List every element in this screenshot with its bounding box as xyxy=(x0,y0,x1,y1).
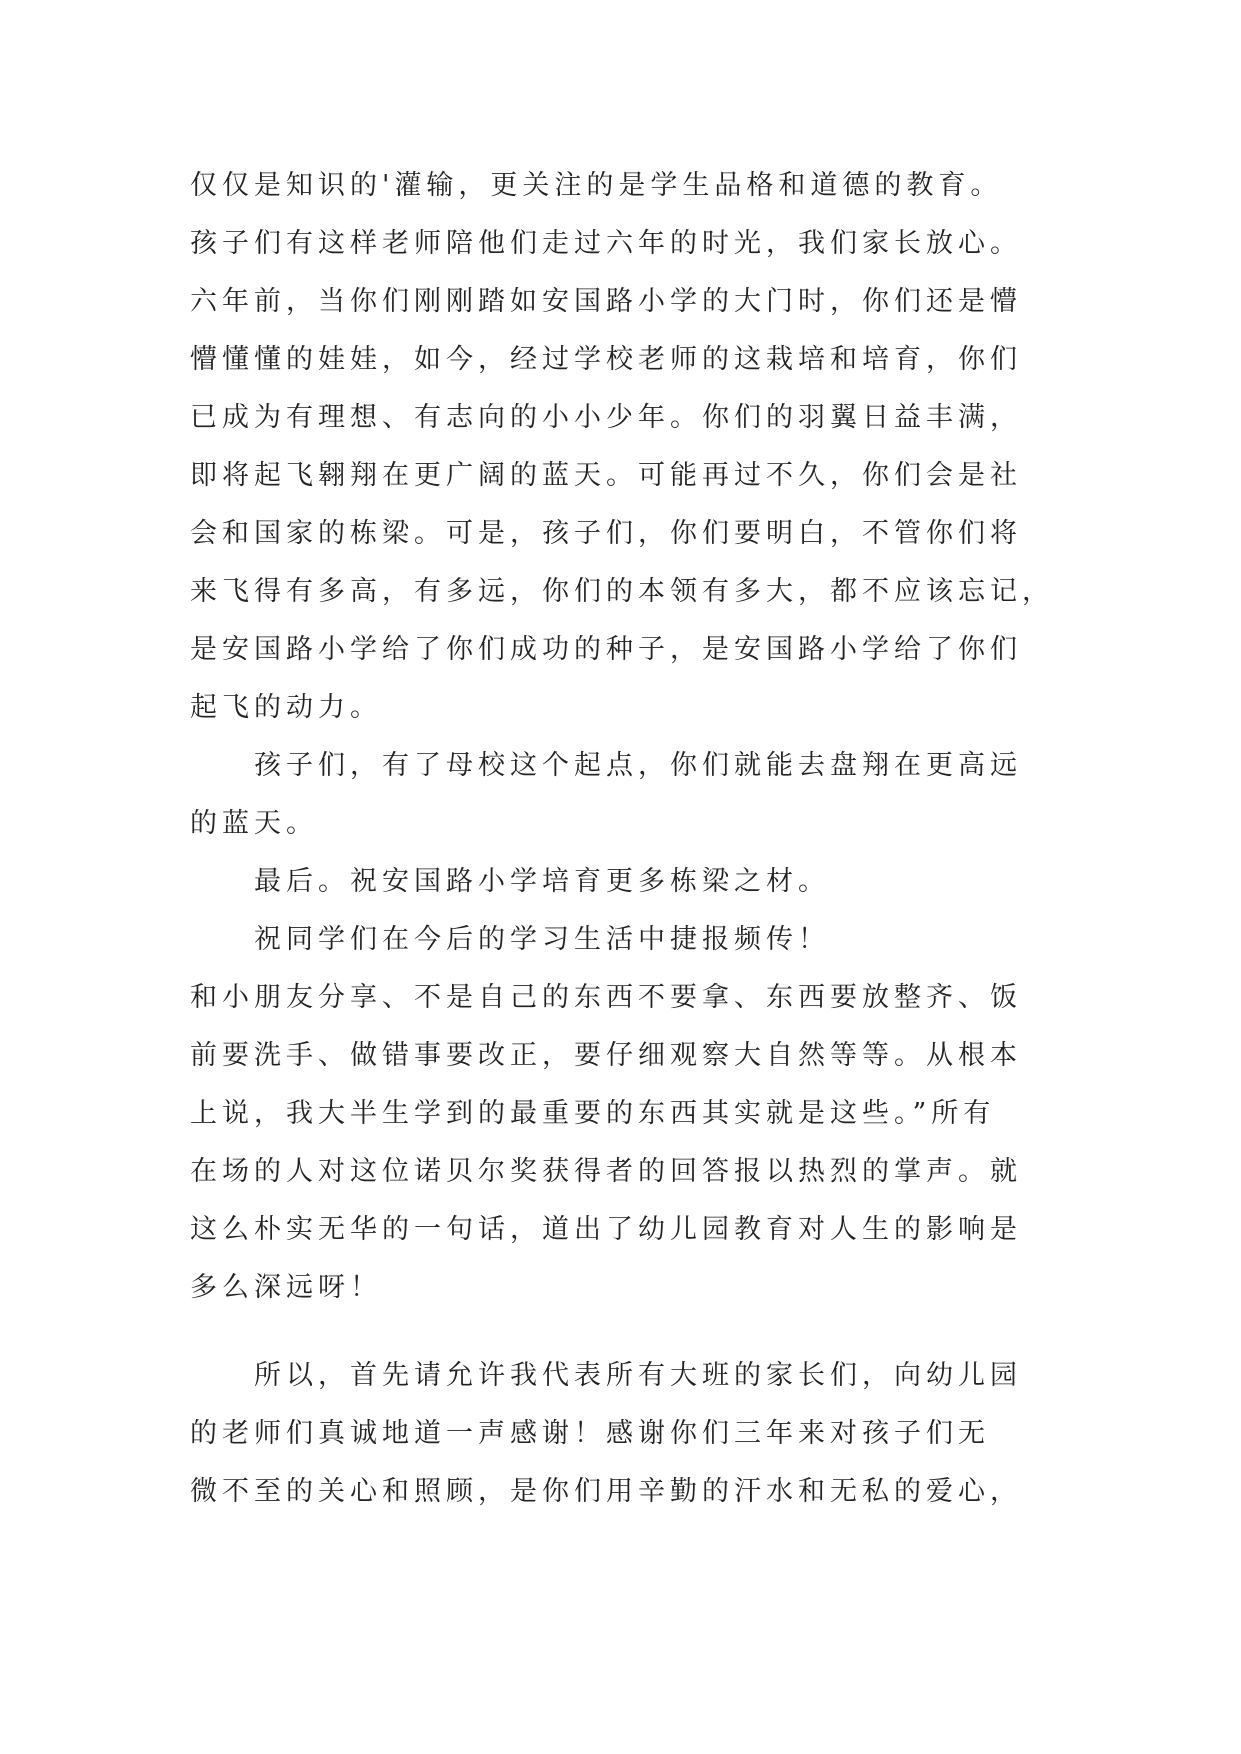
text-line: 微不至的关心和照顾，是你们用辛勤的汗水和无私的爱心， xyxy=(190,1476,1022,1507)
text-line: 孩子们有这样老师陪他们走过六年的时光，我们家长放心。 xyxy=(190,228,1022,259)
body-text-block-2 xyxy=(190,1347,1070,1521)
text-line: 来飞得有多高，有多远，你们的本领有多大，都不应该忘记， xyxy=(190,576,1054,607)
text-line: 前要洗手、做错事要改正，要仔细观察大自然等等。从根本 xyxy=(190,1040,1022,1071)
text-line: 是安国路小学给了你们成功的种子，是安国路小学给了你们 xyxy=(190,634,1022,665)
text-line: 起飞的动力。 xyxy=(190,692,382,723)
text-line: 和小朋友分享、不是自己的东西不要拿、东西要放整齐、饭 xyxy=(190,982,1022,1013)
text-line: 即将起飞翱翔在更广阔的蓝天。可能再过不久，你们会是社 xyxy=(190,460,1022,491)
text-line: 已成为有理想、有志向的小小少年。你们的羽翼日益丰满， xyxy=(190,402,1022,433)
text-line: 仅仅是知识的'灌输，更关注的是学生品格和道德的教育。 xyxy=(190,170,1003,201)
text-line: 会和国家的栋梁。可是，孩子们，你们要明白，不管你们将 xyxy=(190,518,1022,549)
body-text-block-1 xyxy=(190,157,1070,1317)
text-line: 这么朴实无华的一句话，道出了幼儿园教育对人生的影响是 xyxy=(190,1214,1022,1245)
text-line: 上说，我大半生学到的最重要的东西其实就是这些。”所有 xyxy=(190,1098,996,1129)
paragraph-start-line: 孩子们，有了母校这个起点，你们就能去盘翔在更高远 xyxy=(254,750,1022,781)
text-line: 多么深远呀！ xyxy=(190,1272,382,1303)
text-line: 六年前，当你们刚刚踏如安国路小学的大门时，你们还是懵 xyxy=(190,286,1022,317)
paragraph-start-line: 所以，首先请允许我代表所有大班的家长们，向幼儿园 xyxy=(254,1360,1022,1391)
text-line: 的老师们真诚地道一声感谢！感谢你们三年来对孩子们无 xyxy=(190,1418,990,1449)
paragraph-start-line: 最后。祝安国路小学培育更多栋梁之材。 xyxy=(254,866,830,897)
text-line: 在场的人对这位诺贝尔奖获得者的回答报以热烈的掌声。就 xyxy=(190,1156,1022,1187)
text-line: 的蓝天。 xyxy=(190,808,318,839)
text-line: 懵懂懂的娃娃，如今，经过学校老师的这栽培和培育，你们 xyxy=(190,344,1022,375)
paragraph-start-line: 祝同学们在今后的学习生活中捷报频传！ xyxy=(254,924,830,955)
